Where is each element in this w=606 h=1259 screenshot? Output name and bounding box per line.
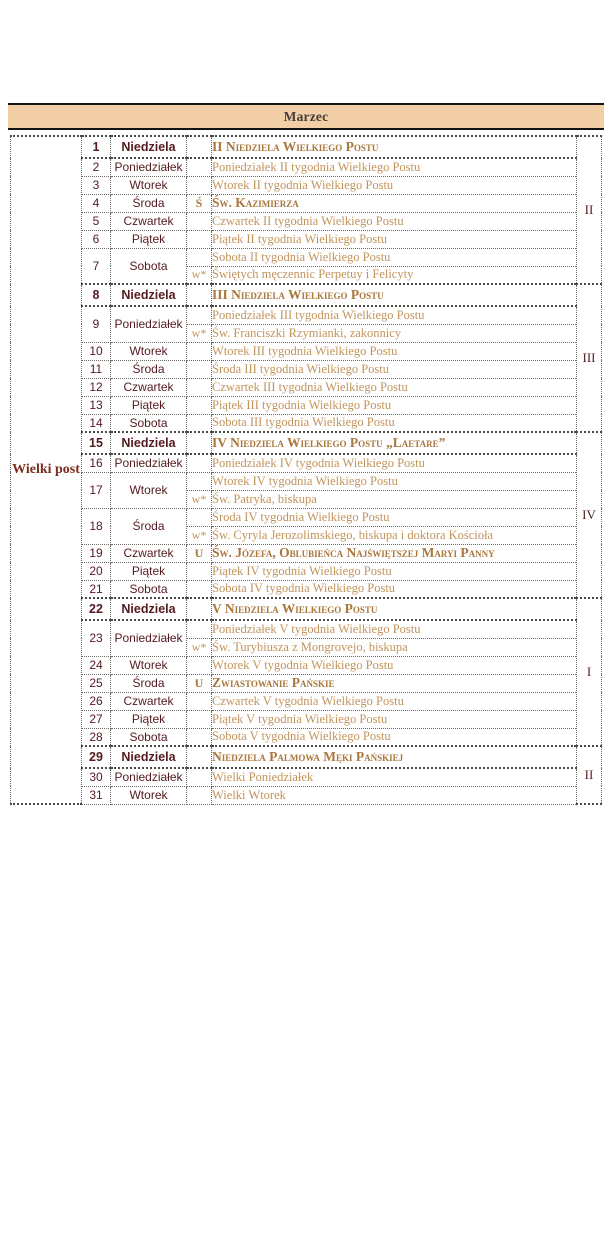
day-number: 7 [82,248,111,284]
day-name: Sobota [111,580,187,598]
day-row [11,158,602,176]
day-number: 2 [82,158,111,176]
day-row [11,746,602,768]
celebration-title: Św. Franciszki Rzymianki, zakonnicy [212,324,577,342]
day-number: 30 [82,768,111,786]
day-number: 8 [82,284,111,306]
rank-mark: w* [187,324,212,342]
rank-mark [187,230,212,248]
day-row [11,580,602,598]
day-number: 5 [82,212,111,230]
day-row [11,544,602,562]
day-name: Niedziela [111,136,187,158]
celebration-title: Św. Cyryla Jerozolimskiego, biskupa i doktora Kościoła [212,526,577,544]
celebration-title: Wtorek III tygodnia Wielkiego Postu [212,342,577,360]
day-number: 25 [82,674,111,692]
day-row [11,562,602,580]
rank-mark: Ś [187,194,212,212]
rank-mark [187,432,212,454]
rank-mark [187,710,212,728]
celebration-title: Piątek V tygodnia Wielkiego Postu [212,710,577,728]
day-name: Sobota [111,248,187,284]
day-row [11,378,602,396]
month-header-band [8,103,604,130]
celebration-title: Św. Turybiusza z Mongrovejo, biskupa [212,638,577,656]
celebration-title: Wtorek V tygodnia Wielkiego Postu [212,656,577,674]
celebration-title: Czwartek II tygodnia Wielkiego Postu [212,212,577,230]
day-number: 18 [82,508,111,544]
month-title: Marzec [283,108,329,124]
celebration-title: Niedziela Palmowa Męki Pańskiej [212,746,577,768]
day-name: Środa [111,674,187,692]
rank-mark [187,580,212,598]
celebration-title: Zwiastowanie Pańskie [212,674,577,692]
day-row [11,396,602,414]
celebration-title: Sobota IV tygodnia Wielkiego Postu [212,580,577,598]
celebration-title: Czwartek III tygodnia Wielkiego Postu [212,378,577,396]
day-name: Czwartek [111,212,187,230]
day-name: Piątek [111,562,187,580]
celebration-title: Wtorek IV tygodnia Wielkiego Postu [212,472,577,490]
celebration-title: Świętych męczennic Perpetuy i Felicyty [212,266,577,284]
rank-mark [187,508,212,526]
rank-mark [187,454,212,472]
rank-mark [187,342,212,360]
rank-mark [187,598,212,620]
day-row [11,768,602,786]
day-number: 21 [82,580,111,598]
celebration-title: V Niedziela Wielkiego Postu [212,598,577,620]
day-name: Piątek [111,230,187,248]
celebration-title: Sobota III tygodnia Wielkiego Postu [212,414,577,432]
day-name: Poniedziałek [111,454,187,472]
psalter-week-numeral: III [577,284,602,432]
rank-mark [187,176,212,194]
rank-mark [187,692,212,710]
day-number: 28 [82,728,111,746]
celebration-title: Wielki Wtorek [212,786,577,804]
day-number: 24 [82,656,111,674]
rank-mark [187,158,212,176]
celebration-title: II Niedziela Wielkiego Postu [212,136,577,158]
day-number: 26 [82,692,111,710]
day-row [11,728,602,746]
day-name: Wtorek [111,656,187,674]
celebration-title: Piątek IV tygodnia Wielkiego Postu [212,562,577,580]
day-number: 9 [82,306,111,342]
rank-mark [187,768,212,786]
day-row [11,472,602,490]
rank-mark [187,562,212,580]
day-number: 22 [82,598,111,620]
celebration-title: Środa IV tygodnia Wielkiego Postu [212,508,577,526]
rank-mark [187,248,212,266]
day-row [11,136,602,158]
day-name: Piątek [111,396,187,414]
day-name: Środa [111,508,187,544]
day-row [11,674,602,692]
day-name: Czwartek [111,378,187,396]
rank-mark [187,728,212,746]
celebration-title: Piątek III tygodnia Wielkiego Postu [212,396,577,414]
celebration-title: IV Niedziela Wielkiego Postu „Laetare” [212,432,577,454]
day-name: Wtorek [111,342,187,360]
day-name: Poniedziałek [111,768,187,786]
day-row [11,454,602,472]
day-row [11,284,602,306]
day-number: 19 [82,544,111,562]
rank-mark: U [187,674,212,692]
day-row [11,598,602,620]
rank-mark: w* [187,266,212,284]
day-number: 17 [82,472,111,508]
day-number: 20 [82,562,111,580]
rank-mark [187,136,212,158]
day-row [11,230,602,248]
psalter-week-numeral: II [577,136,602,284]
day-number: 11 [82,360,111,378]
rank-mark: U [187,544,212,562]
day-row [11,176,602,194]
rank-mark: w* [187,526,212,544]
day-number: 16 [82,454,111,472]
celebration-title: Środa III tygodnia Wielkiego Postu [212,360,577,378]
celebration-title: Piątek II tygodnia Wielkiego Postu [212,230,577,248]
day-name: Niedziela [111,432,187,454]
rank-mark [187,472,212,490]
day-row [11,212,602,230]
celebration-title: Wtorek II tygodnia Wielkiego Postu [212,176,577,194]
celebration-title: Poniedziałek II tygodnia Wielkiego Postu [212,158,577,176]
day-name: Wtorek [111,176,187,194]
day-name: Sobota [111,728,187,746]
psalter-week-numeral: I [577,598,602,746]
day-row [11,656,602,674]
day-number: 10 [82,342,111,360]
rank-mark [187,656,212,674]
rank-mark [187,360,212,378]
day-number: 13 [82,396,111,414]
day-name: Piątek [111,710,187,728]
day-name: Poniedziałek [111,620,187,656]
rank-mark [187,620,212,638]
rank-mark [187,396,212,414]
celebration-title: Sobota II tygodnia Wielkiego Postu [212,248,577,266]
day-number: 31 [82,786,111,804]
day-row [11,360,602,378]
day-row [11,508,602,526]
celebration-title: Poniedziałek III tygodnia Wielkiego Postu [212,306,577,324]
day-name: Środa [111,360,187,378]
day-name: Niedziela [111,284,187,306]
day-name: Wtorek [111,472,187,508]
season-label: Wielki post [11,136,82,804]
rank-mark [187,414,212,432]
psalter-week-numeral: IV [577,432,602,598]
celebration-title: Poniedziałek IV tygodnia Wielkiego Postu [212,454,577,472]
day-row [11,710,602,728]
day-row [11,194,602,212]
day-name: Wtorek [111,786,187,804]
day-number: 3 [82,176,111,194]
day-name: Czwartek [111,692,187,710]
celebration-title: Św. Józefa, Oblubieńca Najświętszej Maryi Panny [212,544,577,562]
day-name: Poniedziałek [111,306,187,342]
liturgical-calendar-table [10,135,602,805]
rank-mark [187,284,212,306]
rank-mark: w* [187,638,212,656]
day-name: Niedziela [111,746,187,768]
day-name: Czwartek [111,544,187,562]
day-name: Niedziela [111,598,187,620]
day-number: 14 [82,414,111,432]
celebration-title: Poniedziałek V tygodnia Wielkiego Postu [212,620,577,638]
day-number: 4 [82,194,111,212]
day-row [11,342,602,360]
celebration-title: Czwartek V tygodnia Wielkiego Postu [212,692,577,710]
day-number: 15 [82,432,111,454]
day-number: 23 [82,620,111,656]
rank-mark: w* [187,490,212,508]
day-row [11,414,602,432]
day-number: 6 [82,230,111,248]
day-row [11,620,602,638]
celebration-title: Wielki Poniedziałek [212,768,577,786]
day-number: 12 [82,378,111,396]
day-row [11,248,602,266]
psalter-week-numeral: II [577,746,602,804]
celebration-title: Św. Kazimierza [212,194,577,212]
celebration-title: Sobota V tygodnia Wielkiego Postu [212,728,577,746]
rank-mark [187,378,212,396]
day-number: 27 [82,710,111,728]
rank-mark [187,786,212,804]
day-name: Środa [111,194,187,212]
rank-mark [187,746,212,768]
day-number: 1 [82,136,111,158]
celebration-title: Św. Patryka, biskupa [212,490,577,508]
day-row [11,306,602,324]
day-number: 29 [82,746,111,768]
day-row [11,432,602,454]
rank-mark [187,212,212,230]
celebration-title: III Niedziela Wielkiego Postu [212,284,577,306]
day-name: Sobota [111,414,187,432]
day-row [11,692,602,710]
day-row [11,786,602,804]
day-name: Poniedziałek [111,158,187,176]
rank-mark [187,306,212,324]
